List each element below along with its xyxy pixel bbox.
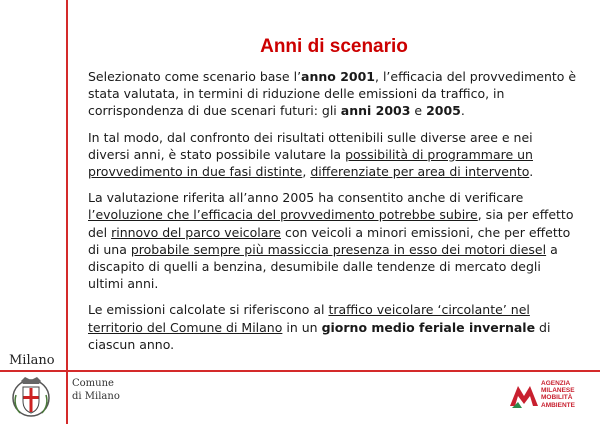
milano-label: Milano	[9, 353, 55, 368]
text-run: Le emissioni calcolate si riferiscono al	[88, 302, 329, 318]
paragraph-3	[88, 189, 578, 292]
agency-line-4: AMBIENTE	[541, 401, 575, 409]
body-text	[88, 68, 578, 362]
underlined-text: probabile sempre più massiccia presenza in esso dei motori diesel	[130, 241, 547, 257]
amma-logo-icon	[508, 380, 540, 410]
bold-text: anno 2001	[301, 69, 376, 84]
comune-line-1: Comune	[72, 378, 114, 389]
underlined-text: l’evoluzione che l’efficacia del provvedimento potrebbe subire	[88, 207, 478, 223]
agency-line-1: AGENZIA	[541, 380, 571, 387]
milano-crest-icon	[10, 375, 52, 419]
agency-line-2: MILANESE	[541, 387, 575, 395]
left-red-rule	[66, 0, 68, 424]
agency-name	[541, 380, 575, 409]
text-run: In tal modo, dal confronto dei risultati ottenibili sulle diverse aree e nei diversi anni, è stato possibile valutare la	[88, 129, 533, 162]
text-run: ,	[302, 164, 311, 180]
text-run: , sia per effetto del	[88, 207, 574, 240]
paragraph-4	[88, 301, 578, 353]
comune-line-2: di Milano	[72, 391, 120, 402]
underlined-text: rinnovo del parco veicolare	[111, 224, 281, 240]
paragraph-2	[88, 129, 578, 181]
text-run: e	[410, 103, 427, 119]
text-run: , l’efficacia del provvedimento è stata valutata, in termini di riduzione delle emissioni da traffico, in corrispondenza di due scenari futuri: gli	[88, 69, 577, 119]
agency-line-3: MOBILITÀ	[541, 394, 573, 402]
comune-di-milano-logo	[72, 377, 120, 403]
text-run: con veicoli a minori emissioni, che per effetto di una	[88, 224, 571, 257]
underlined-text: traffico veicolare ‘circolante’ nel territorio del Comune di Milano	[88, 302, 530, 335]
footer-red-rule	[0, 370, 600, 372]
text-run: in un	[282, 319, 322, 335]
text-run: a discapito di quelli a benzina, desumibile dalle tendenze di mercato degli ultimi anni.	[88, 241, 558, 292]
text-run: La valutazione riferita all’anno 2005 ha consentito anche di verificare	[88, 190, 524, 206]
underlined-text: differenziate per area di intervento	[310, 164, 530, 180]
bold-text: 2005	[426, 103, 461, 119]
underlined-text: possibilità di programmare un provvedimento in due fasi distinte	[88, 146, 533, 180]
text-run: .	[529, 164, 534, 180]
text-run: Selezionato come scenario base l’	[88, 69, 302, 84]
page-title: Anni di scenario	[260, 36, 408, 57]
text-run: .	[460, 103, 465, 119]
paragraph-1	[88, 68, 578, 120]
text-run: di ciascun anno.	[88, 319, 551, 352]
bold-text: anni 2003	[340, 103, 411, 119]
bold-text: giorno medio feriale invernale	[321, 319, 536, 335]
